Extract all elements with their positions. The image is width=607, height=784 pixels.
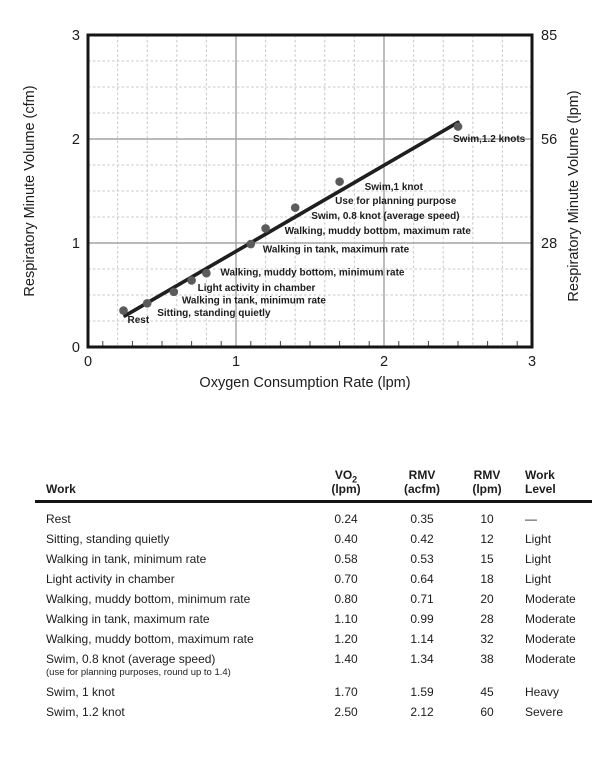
header-text: VO xyxy=(334,468,353,482)
x-axis-title: Oxygen Consumption Rate (lpm) xyxy=(199,375,411,391)
work-level-cell: Moderate xyxy=(525,592,576,606)
point-annotation: Walking, muddy bottom, maximum rate xyxy=(284,225,471,237)
table-row xyxy=(35,509,592,529)
y-right-tick-label: 28 xyxy=(541,236,558,252)
point-annotation: Swim,1.2 knots xyxy=(453,134,526,146)
y-left-tick-label: 0 xyxy=(71,340,80,356)
rmv-acfm-cell: 0.64 xyxy=(410,572,434,586)
header-cell xyxy=(35,482,307,496)
header-cell xyxy=(459,468,515,496)
rmv-acfm-cell: 1.59 xyxy=(410,685,434,699)
work-label: Light activity in chamber xyxy=(46,572,175,586)
table-row xyxy=(35,569,592,589)
data-point xyxy=(170,288,179,297)
data-point xyxy=(261,224,270,233)
point-annotation: Swim, 0.8 knot (average speed) xyxy=(311,211,460,223)
y-right-axis-title: Respiratory Minute Volume (lpm) xyxy=(566,90,582,302)
work-cell xyxy=(35,549,307,569)
rmv-acfm-cell: 1.14 xyxy=(410,632,434,646)
work-label: Swim, 0.8 knot (average speed) xyxy=(46,652,216,666)
work-label: Swim, 1.2 knot xyxy=(46,705,125,719)
x-tick-label: 0 xyxy=(83,354,93,370)
table-row xyxy=(35,702,592,722)
table-row xyxy=(35,649,592,682)
work-label: Walking in tank, maximum rate xyxy=(46,612,210,626)
chart-annotation: Use for planning purpose xyxy=(335,195,457,207)
rmv-acfm-cell: 0.42 xyxy=(410,532,434,546)
vo2-cell: 0.58 xyxy=(334,552,358,566)
vo2-cell: 2.50 xyxy=(334,705,358,719)
rmv-lpm-cell: 15 xyxy=(480,552,494,566)
vo2-cell: 1.20 xyxy=(334,632,358,646)
rmv-acfm-cell: 0.53 xyxy=(410,552,434,566)
work-level-cell: Light xyxy=(525,532,552,546)
rmv-lpm-cell: 60 xyxy=(480,705,494,719)
work-level-cell: — xyxy=(525,512,537,526)
rmv-lpm-cell: 18 xyxy=(480,572,494,586)
table-row xyxy=(35,609,592,629)
header-top-line xyxy=(307,468,385,485)
header-bottom-line: (lpm) xyxy=(472,482,502,496)
data-point xyxy=(454,122,463,131)
table-row xyxy=(35,549,592,569)
y-left-tick-label: 3 xyxy=(71,28,80,44)
table-row xyxy=(35,529,592,549)
rmv-lpm-cell: 45 xyxy=(480,685,494,699)
table-row xyxy=(35,629,592,649)
rmv-lpm-cell: 28 xyxy=(480,612,494,626)
point-annotation: Rest xyxy=(127,315,150,327)
work-level-cell: Heavy xyxy=(525,685,560,699)
point-annotations xyxy=(128,134,526,326)
header-rule xyxy=(35,500,592,503)
point-annotation: Walking, muddy bottom, minimum rate xyxy=(220,267,405,279)
x-tick-label: 3 xyxy=(527,354,537,370)
work-label: Walking, muddy bottom, minimum rate xyxy=(46,592,251,606)
work-cell xyxy=(35,529,307,549)
vo2-cell: 0.40 xyxy=(334,532,358,546)
header-top-line xyxy=(385,468,459,482)
rmv-lpm-cell: 12 xyxy=(480,532,494,546)
vo2-cell: 1.70 xyxy=(334,685,358,699)
header-cell xyxy=(515,468,592,496)
data-point xyxy=(187,276,196,285)
rmv-lpm-cell: 20 xyxy=(480,592,494,606)
vo2-cell: 0.80 xyxy=(334,592,358,606)
table-row xyxy=(35,589,592,609)
y-right-tick-label: 85 xyxy=(541,28,558,44)
header-text: Work xyxy=(525,468,555,482)
x-tick-label: 1 xyxy=(231,354,241,370)
work-cell xyxy=(35,589,307,609)
data-point xyxy=(202,269,211,278)
y-right-tick-label: 56 xyxy=(541,132,558,148)
header-text: RMV xyxy=(473,468,501,482)
data-point xyxy=(335,177,344,186)
work-cell xyxy=(35,509,307,529)
work-level-cell: Light xyxy=(525,572,552,586)
table-row xyxy=(35,682,592,702)
point-annotation: Walking in tank, minimum rate xyxy=(181,295,326,307)
header-bottom-line: (acfm) xyxy=(403,482,440,496)
work-cell xyxy=(35,702,307,722)
header-top-line xyxy=(459,468,515,482)
table-header xyxy=(35,458,592,496)
data-point xyxy=(119,306,128,315)
header-bottom-line: Work xyxy=(46,482,76,496)
point-annotation: Light activity in chamber xyxy=(197,282,316,294)
header-subscript: 2 xyxy=(352,474,358,485)
vo2-cell: 0.70 xyxy=(334,572,358,586)
work-level-cell: Light xyxy=(525,552,552,566)
work-level-cell: Moderate xyxy=(525,612,576,626)
vo2-cell: 1.10 xyxy=(334,612,358,626)
header-text: RMV xyxy=(408,468,436,482)
y-left-axis-title: Respiratory Minute Volume (cfm) xyxy=(22,85,38,297)
header-cell xyxy=(307,468,385,496)
rmv-acfm-cell: 0.35 xyxy=(410,512,434,526)
work-label: Swim, 1 knot xyxy=(46,685,115,699)
work-cell xyxy=(35,649,307,682)
vo2-cell: 1.40 xyxy=(334,652,358,666)
work-level-cell: Moderate xyxy=(525,632,576,646)
rmv-acfm-cell: 0.99 xyxy=(410,612,434,626)
vo2-cell: 0.24 xyxy=(334,512,358,526)
work-level-cell: Severe xyxy=(525,705,564,719)
header-top-line xyxy=(525,468,592,482)
work-cell xyxy=(35,569,307,589)
header-bottom-line: Level xyxy=(525,482,556,496)
rmv-lpm-cell: 10 xyxy=(480,512,494,526)
point-annotation: Sitting, standing quietly xyxy=(157,307,271,319)
header-cell xyxy=(385,468,459,496)
x-tick-label: 2 xyxy=(379,354,389,370)
point-annotation: Walking in tank, maximum rate xyxy=(262,244,410,256)
work-cell xyxy=(35,629,307,649)
data-point xyxy=(247,240,256,249)
rmv-acfm-cell: 0.71 xyxy=(410,592,434,606)
y-left-tick-label: 2 xyxy=(71,132,80,148)
work-rate-table xyxy=(35,458,592,722)
work-level-cell: Moderate xyxy=(525,652,576,666)
table-rows xyxy=(35,509,592,722)
work-note: (use for planning purposes, round up to 1.4) xyxy=(46,667,231,678)
header-bottom-line: (lpm) xyxy=(331,482,361,496)
work-label: Rest xyxy=(46,512,71,526)
work-cell xyxy=(35,609,307,629)
y-left-tick-label: 1 xyxy=(71,236,80,252)
work-label: Walking in tank, minimum rate xyxy=(46,552,207,566)
data-point xyxy=(143,299,152,308)
work-label: Sitting, standing quietly xyxy=(46,532,170,546)
rmv-lpm-cell: 38 xyxy=(480,652,494,666)
rmv-acfm-cell: 2.12 xyxy=(410,705,434,719)
data-point xyxy=(291,203,300,212)
work-cell xyxy=(35,682,307,702)
rmv-acfm-cell: 1.34 xyxy=(410,652,434,666)
point-annotation: Swim,1 knot xyxy=(364,182,423,194)
work-label: Walking, muddy bottom, maximum rate xyxy=(46,632,254,646)
rmv-lpm-cell: 32 xyxy=(480,632,494,646)
